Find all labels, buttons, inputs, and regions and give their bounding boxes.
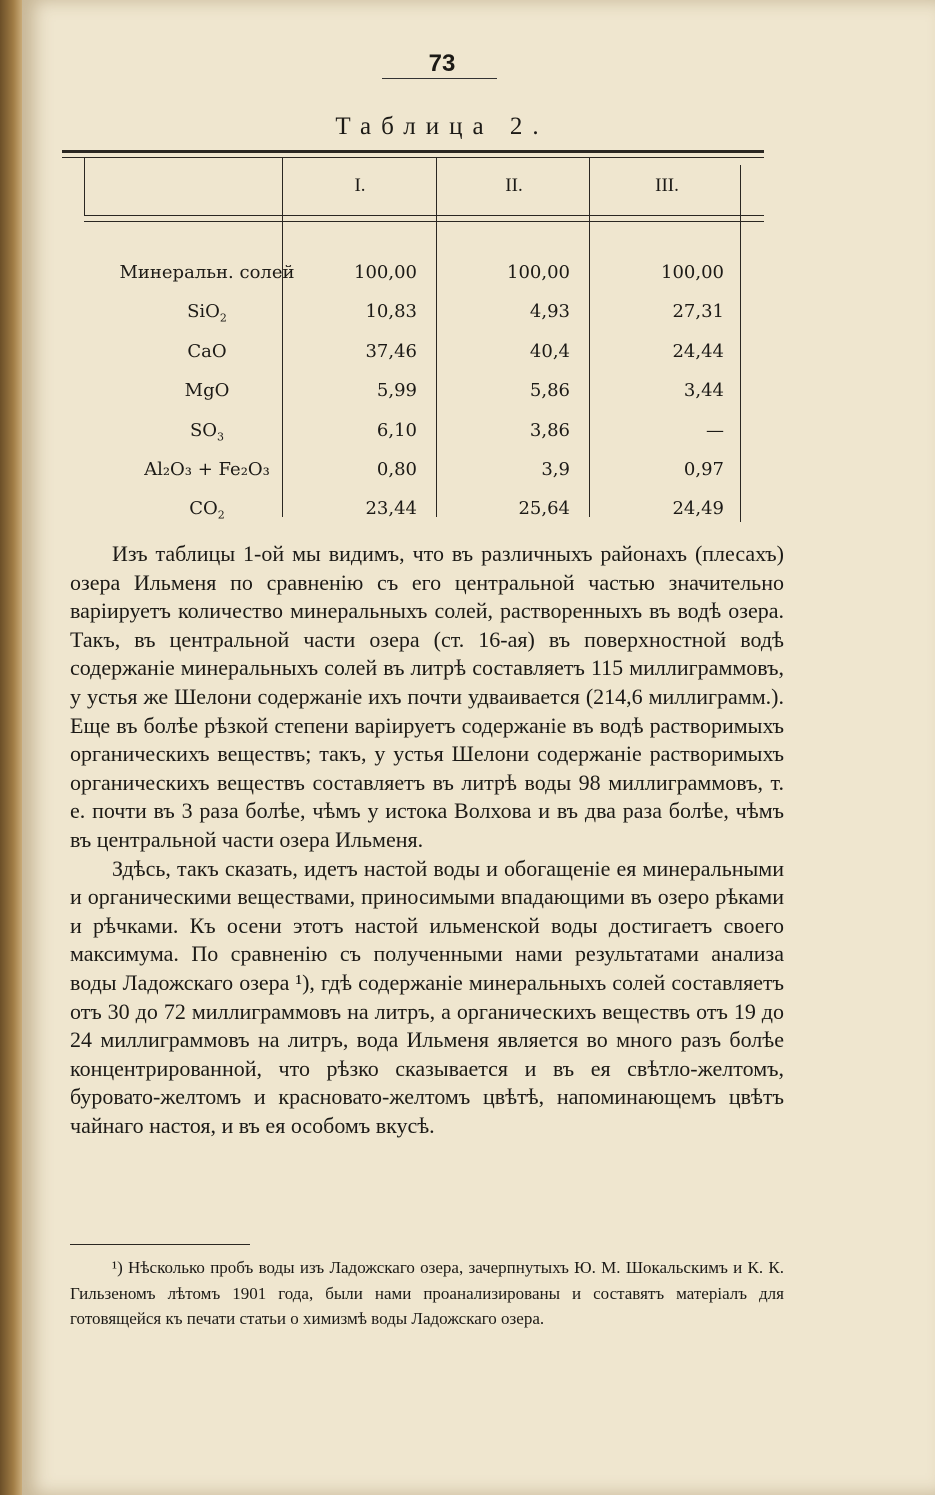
table-title: Таблица 2. <box>335 113 549 140</box>
table-cell: 3,44 <box>683 380 724 401</box>
table-cell: 100,00 <box>507 262 570 283</box>
row-label: Al₂O₃ + Fe₂O₃ <box>144 459 270 480</box>
table-cell: 0,80 <box>376 459 417 480</box>
table-header-rule <box>84 215 764 216</box>
table-cell: 24,44 <box>672 341 724 362</box>
table-cell: 4,93 <box>529 301 570 322</box>
table-cell: 10,83 <box>365 301 417 322</box>
table-border-left <box>84 157 85 215</box>
table-cell: 3,9 <box>541 459 570 480</box>
table-border-right <box>740 165 741 522</box>
table-header-rule-inner <box>84 221 764 222</box>
table-divider-2 <box>436 157 437 517</box>
page-number: 73 <box>428 50 456 77</box>
footnote: ¹) Нѣсколько пробъ воды изъ Ладожскаго озера, зачерпнутыхъ Ю. М. Шокальскимъ и К. К. Гильзеномъ лѣтомъ 1901 года, были нами проанализированы и составятъ матеріалъ для готовящейся къ печати статьи о химизмѣ воды Ладожскаго озера. <box>70 1258 784 1328</box>
document-page <box>22 0 935 1495</box>
table-cell: — <box>706 420 724 441</box>
table-cell: 23,44 <box>365 498 417 519</box>
column-header-2: II. <box>505 175 523 196</box>
table-cell: 3,86 <box>529 420 570 441</box>
row-label: Минеральн. солей <box>119 262 295 283</box>
row-label: MgO <box>184 380 230 401</box>
table-cell: 100,00 <box>661 262 724 283</box>
table-cell: 25,64 <box>518 498 570 519</box>
row-label: $CO_2$ <box>189 498 225 522</box>
table-divider-3 <box>589 157 590 517</box>
row-label: CaO <box>187 341 227 362</box>
column-header-1: I. <box>354 175 366 196</box>
table-cell: 37,46 <box>365 341 417 362</box>
row-label: $SO_3$ <box>189 420 225 444</box>
table-cell: 27,31 <box>672 301 724 322</box>
body-text <box>70 540 784 1140</box>
column-header-3: III. <box>655 175 679 196</box>
table-top-rule <box>62 150 764 153</box>
table-cell: 0,97 <box>683 459 724 480</box>
book-spine <box>0 0 22 1495</box>
table-cell: 100,00 <box>354 262 417 283</box>
paragraph-1: Изъ таблицы 1-ой мы видимъ, что въ различныхъ районахъ (плесахъ) озера Ильменя по сравненію съ его центральной частью значительно варіируетъ количество минеральныхъ солей, растворенныхъ въ водѣ озера. Такъ, въ центральной части озера (ст. 16-ая) въ поверхностной водѣ содержаніе минеральныхъ солей въ литрѣ составляетъ 115 миллиграммовъ, у устья же Шелони содержаніе ихъ почти удваивается (214,6 миллиграмм.). Еще въ болѣе рѣзкой степени варіируетъ содержаніе въ водѣ растворимыхъ органическихъ веществъ; такъ, у устья Шелони содержаніе растворимыхъ органическихъ веществъ составляетъ въ литрѣ воды 98 миллиграммовъ, т. е. почти въ 3 раза болѣе, чѣмъ у истока Волхова и въ два раза болѣе, чѣмъ въ центральной части озера Ильменя. <box>70 541 784 852</box>
table-cell: 40,4 <box>529 341 570 362</box>
table-cell: 5,99 <box>376 380 417 401</box>
table-cell: 5,86 <box>529 380 570 401</box>
table-cell: 24,49 <box>672 498 724 519</box>
footnote-rule <box>70 1244 250 1245</box>
paragraph-2: Здѣсь, такъ сказать, идетъ настой воды и обогащеніе ея минеральными и органическими веществами, приносимыми впадающими въ озеро рѣками и рѣчками. Къ осени этотъ настой ильменской воды достигаетъ своего максимума. По сравненію съ полученными нами результатами анализа воды Ладожскаго озера ¹), гдѣ содержаніе минеральныхъ солей составляетъ отъ 30 до 72 миллиграммовъ на литръ, а органическихъ веществъ отъ 19 до 24 миллиграммовъ на литръ, вода Ильменя является во много разъ болѣе концентрированной, что рѣзко сказывается и въ ея свѣтло-желтомъ, буровато-желтомъ и красновато-желтомъ цвѣтѣ, напоминающемъ цвѣтъ чайнаго настоя, и въ ея особомъ вкусѣ. <box>70 855 784 1138</box>
page-number-rule <box>382 78 497 79</box>
row-label: SiO$_2$ <box>187 301 227 325</box>
table-cell: 6,10 <box>376 420 417 441</box>
table-top-rule-inner <box>62 157 764 158</box>
